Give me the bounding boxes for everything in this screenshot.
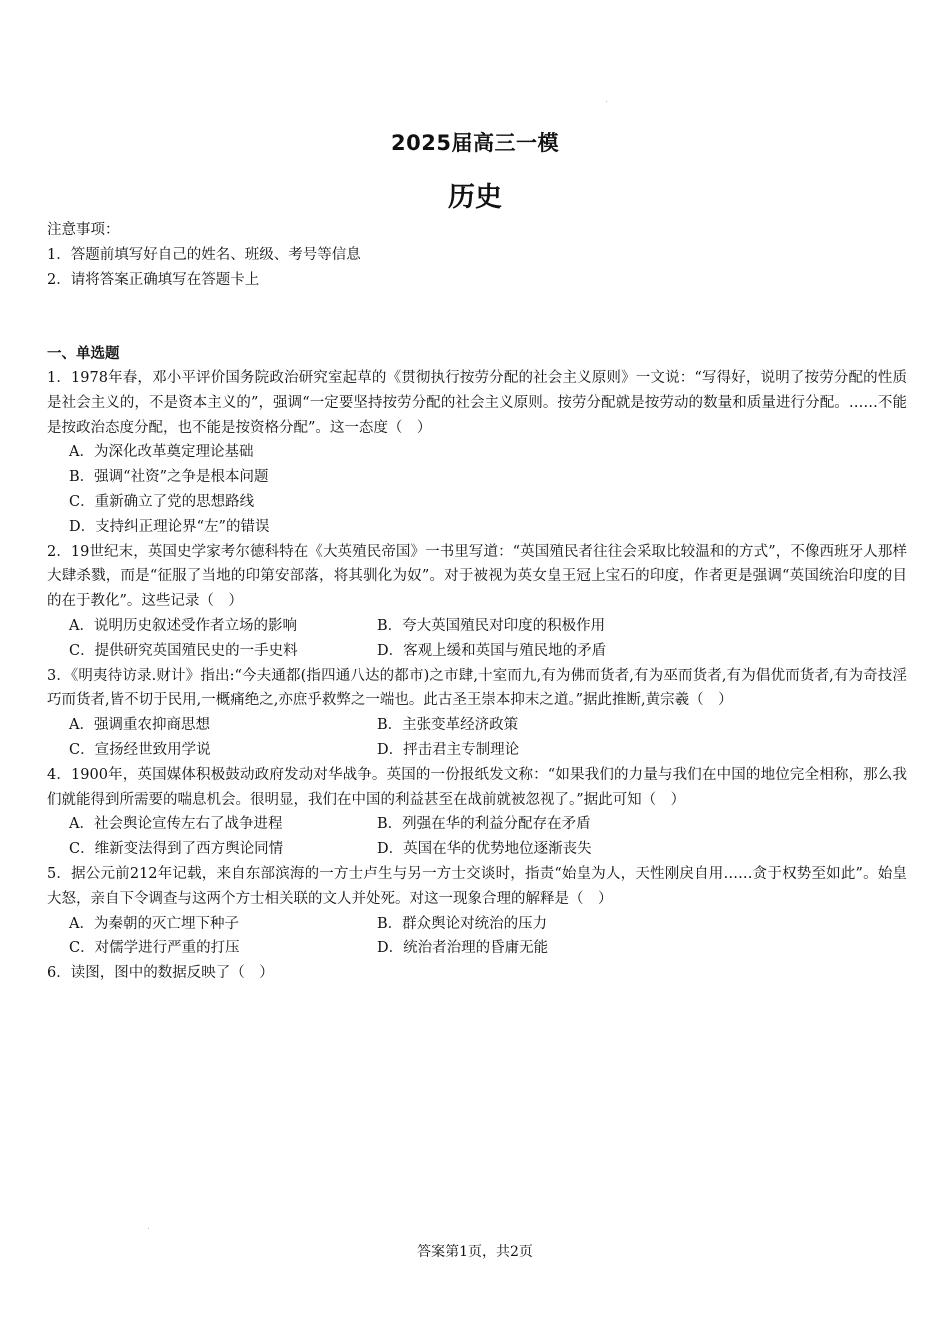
option-row (47, 812, 907, 837)
option-b: B．强调“社资”之争是根本问题 (69, 469, 269, 486)
question-stem: 6．读图，图中的数据反映了（ ） (47, 965, 274, 982)
option-a: A．社会舆论宣传左右了战争进程 (69, 816, 283, 833)
notes-block (47, 218, 361, 293)
question-stem: 1．1978年春，邓小平评价国务院政治研究室起草的《贯彻执行按劳分配的社会主义原则》一文说：“写得好，说明了按劳分配的性质是社会主义的，不是资本主义的”，强调“一定要坚持按劳分配的社会主义原则。按劳分配就是按劳动的数量和质量进行分配。……不能是按政治态度分配，也不能是按资格分配”。这一态度（ ） (47, 370, 907, 436)
question-stem: 2．19世纪末，英国史学家考尔德科特在《大英殖民帝国》一书里写道：“英国殖民者往往会采取比较温和的方式”，不像西班牙人那样大肆杀戮，而是“征服了当地的印第安部落，将其驯化为奴”。对于被视为英女皇王冠上宝石的印度，作者更是强调“英国统治印度的目的在于教化”。这些记录（ ） (47, 543, 907, 610)
notes-item: 1．答题前填写好自己的姓名、班级、考号等信息 (47, 247, 361, 263)
question-5 (47, 862, 907, 961)
option-b: B．夸大英国殖民对印度的积极作用 (377, 617, 606, 634)
question-4 (47, 763, 907, 862)
exam-title: 2025届高三一模 (391, 131, 559, 155)
scan-speck (148, 1228, 149, 1229)
option-b: B．列强在华的利益分配存在矛盾 (377, 816, 591, 833)
option-d: D．英国在华的优势地位逐渐丧失 (377, 841, 592, 858)
option-c: C．重新确立了党的思想路线 (69, 493, 255, 510)
subject-title: 历史 (448, 182, 502, 213)
notes-heading: 注意事项： (47, 222, 120, 238)
option-d: D．客观上缓和英国与殖民地的矛盾 (377, 642, 607, 659)
option-d: D．抨击君主专制理论 (377, 741, 520, 758)
option-row (47, 614, 907, 639)
page-footer: 答案第1页，共2页 (417, 1244, 533, 1260)
question-stem: 5．据公元前212年记载，来自东部滨海的一方士卢生与另一方士交谈时，指责“始皇为人，天性刚戾自用……贪于权势至如此”。始皇大怒，亲自下令调查与这两个方士相关联的文人并处死。对这一现象合理的解释是（ ） (47, 865, 907, 907)
option-c: C．提供研究英国殖民史的一手史料 (69, 642, 298, 659)
option-row (47, 912, 907, 937)
option-b: B．群众舆论对统治的压力 (377, 915, 548, 932)
question-1 (47, 366, 907, 540)
option-c: C．对儒学进行严重的打压 (69, 940, 240, 957)
scan-speck (606, 101, 607, 102)
option-a: A．强调重农抑商思想 (69, 717, 210, 734)
option-d: D．支持纠正理论界“左”的错误 (69, 518, 270, 535)
option-d: D．统治者治理的昏庸无能 (377, 940, 549, 957)
option-row (47, 738, 907, 763)
option-row (47, 639, 907, 664)
option-c: C．维新变法得到了西方舆论同情 (69, 841, 284, 858)
question-3 (47, 664, 907, 763)
option-row (47, 837, 907, 862)
question-6 (47, 961, 907, 986)
option-a: A．说明历史叙述受作者立场的影响 (69, 617, 297, 634)
option-b: B．主张变革经济政策 (377, 717, 519, 734)
option-row (47, 713, 907, 738)
option-row (47, 936, 907, 961)
question-stem: 3．《明夷待访录.财计》指出:“今夫通都(指四通八达的都市)之市肆,十室而九,有为佛而货者,有为巫而货者,有为倡优而货者,有为奇技淫巧而货者,皆不切于民用,一概痛绝之,亦庶乎救弊之一端也。此古圣王崇本抑末之道。”据此推断,黄宗羲（ ） (47, 667, 907, 709)
option-a: A．为深化改革奠定理论基础 (69, 444, 254, 461)
question-list (47, 366, 907, 986)
notes-item: 2．请将答案正确填写在答题卡上 (47, 272, 260, 288)
section-heading: 一、单选题 (47, 346, 120, 362)
question-2 (47, 540, 907, 664)
option-c: C．宣扬经世致用学说 (69, 741, 211, 758)
option-a: A．为秦朝的灭亡埋下种子 (69, 915, 239, 932)
question-stem: 4．1900年，英国媒体积极鼓动政府发动对华战争。英国的一份报纸发文称：“如果我们的力量与我们在中国的地位完全相称，那么我们就能得到所需要的喘息机会。很明显，我们在中国的利益甚至在战前就被忽视了。”据此可知（ ） (47, 766, 907, 808)
